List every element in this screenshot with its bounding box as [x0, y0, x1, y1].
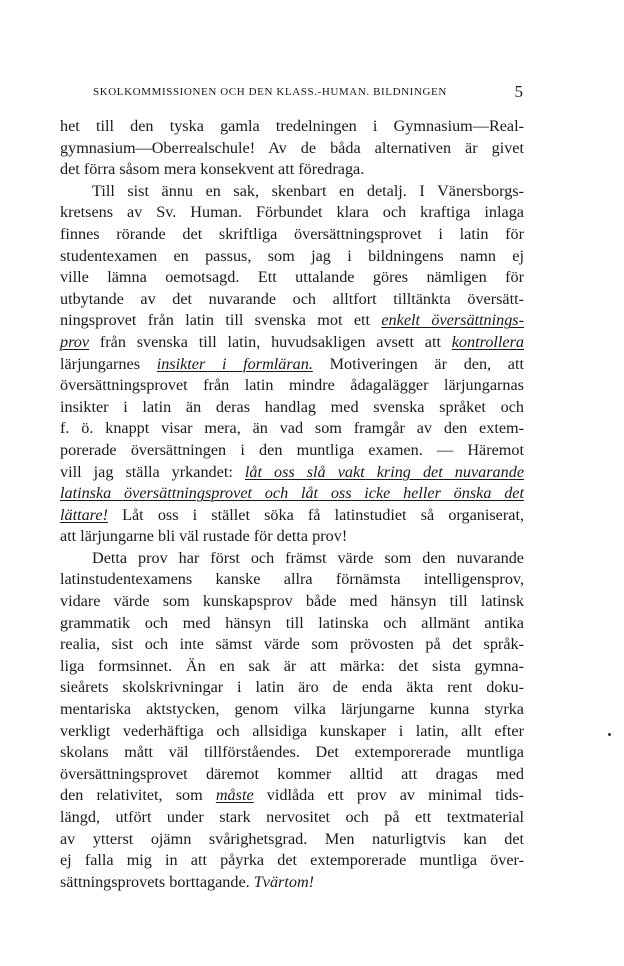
text-line: vidare värde som kunskapsprov både med hänsyn till latinsk [60, 592, 524, 611]
text-line: f. ö. knappt visar mera, än vad som framgår av den extem- [60, 419, 524, 438]
text-line: liga formsinnet. Än en sak är att märka: det sista gymna- [60, 656, 524, 675]
text-line: Till sist ännu en sak, skenbart en detalj. I Vänersborgs- [92, 181, 524, 200]
text-line: mentariska aktstycken, genom vilka lärjungarne kunna styrka [60, 700, 524, 719]
text-line: verkligt vederhäftiga och allsidiga kunskaper i latin, allt efter [60, 721, 524, 740]
text-line: längd, utfört under stark nervositet och på ett textmaterial [60, 808, 524, 826]
text-line: het till den tyska gamla tredelningen i Gymnasium—Real- [60, 117, 524, 135]
text-line [60, 483, 524, 505]
text-line: utbytande av det nuvarande och alltfort tilltänkta översätt- [60, 289, 524, 308]
text-line: finnes rörande det skriftliga översättningsprovet i latin för [60, 224, 524, 243]
emphasis: lättare! [60, 505, 108, 524]
text-line: översättningsprovet från latin mindre ådagalägger lärjungarnas [60, 376, 524, 395]
emphasis: prov [60, 332, 90, 351]
text-line: kretsens av Sv. Human. Förbundet klara och kraftiga inlaga [60, 203, 524, 222]
running-title: SKOLKOMMISSIONEN OCH DEN KLASS.-HUMAN. BILDNINGEN [93, 86, 447, 98]
text-line: översättningsprovet däremot kommer alltid att dragas med [60, 764, 524, 783]
text-line: latinstudentexamens kanske allra förnämsta intelligensprov, [60, 570, 524, 589]
emphasis: enkelt översättnings- [381, 311, 524, 330]
text-line: sieårets skolskrivningar i latin äro de enda äkta rent doku- [60, 678, 524, 697]
text-line: skolans mått väl tillförståendes. Det extemporerade muntliga [60, 743, 524, 762]
text-line: ej falla mig in att påyrka det extemporerade muntliga över- [60, 851, 524, 870]
text-line: gymnasium—Oberrealschule! Av de båda alternativen är givet [60, 138, 524, 157]
emphasis: latinska översättningsprovet och låt oss icke heller önska det [60, 484, 524, 503]
page-number: 5 [514, 82, 523, 101]
running-header [93, 84, 523, 104]
emphasis: måste [215, 786, 254, 805]
text-line: studentexamen en passus, som jag i bildningens namn ej [60, 246, 524, 265]
text-line: porerade översättningen i den muntliga examen. — Häremot [60, 440, 524, 459]
text-line: sättningsprovets borttagande. Tvärtom! [60, 872, 315, 891]
emphasis: insikter i formläran. [156, 354, 313, 373]
body-text [60, 116, 524, 893]
text-line: ville lämna oemotsagd. Ett uttalande göres nämligen för [60, 268, 524, 287]
text-line: av ytterst ojämn svårighetsgrad. Men naturligtvis kan det [60, 829, 524, 848]
text-line: den relativitet, som måste vidlåda ett prov av minimal tids- [60, 786, 524, 805]
text-line: lättare! Låt oss i stället söka få latinstudiet så organiserat, [60, 505, 524, 524]
emphasis: låt oss slå vakt kring det nuvarande [244, 462, 525, 481]
text-line: realia, sist och inte sämst värde som prövosten på det språk- [60, 635, 524, 654]
text-line: det förra såsom mera konsekvent att föredraga. [60, 160, 365, 179]
text-line: att lärjungarne bli väl rustade för detta prov! [60, 527, 348, 546]
emphasis: kontrollera [451, 332, 524, 351]
text-line: grammatik och med hänsyn till latinska och allmänt antika [60, 613, 524, 632]
text-line: Detta prov har först och främst värde som den nuvarande [92, 548, 524, 567]
emphasis: Tvärtom! [253, 872, 315, 891]
text-line: lärjungarnes insikter i formläran. Motiveringen är den, att [60, 354, 524, 373]
margin-dot [608, 733, 611, 736]
text-line: ningsprovet från latin till svenska mot ett enkelt översättnings- [60, 311, 524, 330]
text-line: vill jag ställa yrkandet: låt oss slå vakt kring det nuvarande [60, 462, 525, 481]
text-line: prov från svenska till latin, huvudsakligen avsett att kontrollera [60, 332, 524, 351]
text-line: insikter i latin än deras handlag med svenska språket och [60, 397, 524, 416]
